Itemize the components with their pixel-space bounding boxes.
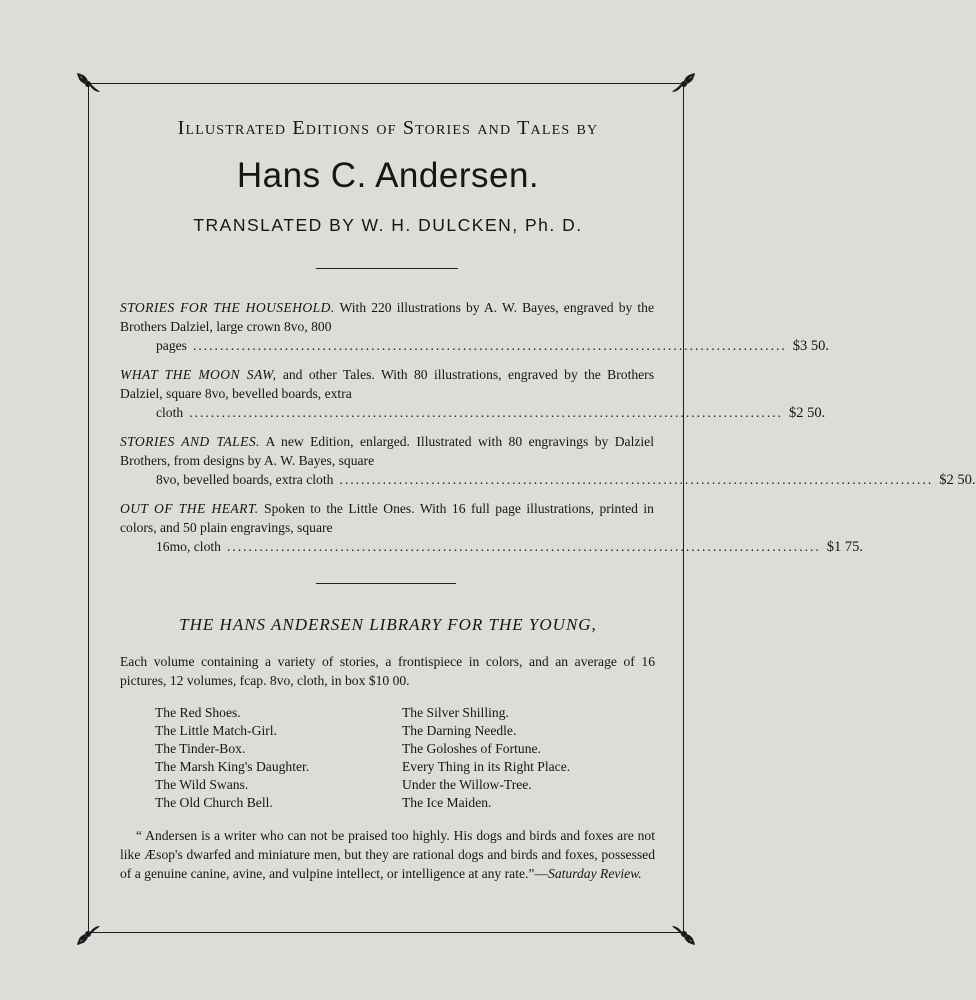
book-entry: [120, 298, 830, 356]
book-price: $2 50.: [789, 405, 826, 421]
list-item: The Red Shoes.: [155, 705, 241, 720]
book-description-end: pages: [156, 338, 187, 353]
list-item: The Silver Shilling.: [402, 705, 509, 720]
book-description-end: cloth: [156, 405, 184, 420]
book-description: With 220 illustrations by A. W. Bayes, engraved by the Brothers Dalziel, large crown 8vo, 800: [120, 300, 654, 334]
list-item: The Darning Needle.: [402, 723, 517, 738]
review-quote: [120, 826, 655, 883]
dot-leader: ..............................................................................................................: [189, 405, 784, 420]
list-item: The Wild Swans.: [155, 777, 249, 792]
library-description: Each volume containing a variety of stories, a frontispiece in colors, and an average of 16 pictures, 12 volumes, fcap. 8vo, cloth, in box $10 00.: [120, 654, 655, 688]
list-item: Under the Willow-Tree.: [402, 777, 532, 792]
list-item: The Old Church Bell.: [155, 795, 273, 810]
book-list-right: [402, 704, 570, 812]
library-title: THE HANS ANDERSEN LIBRARY FOR THE YOUNG,: [179, 615, 597, 634]
dot-leader: ..............................................................................................................: [339, 472, 934, 487]
book-entry: [120, 365, 826, 423]
list-item: The Marsh King's Daughter.: [155, 759, 310, 774]
book-description: Spoken to the Little Ones. With 16 full page illustrations, printed in colors, and 50 plain engravings, square: [120, 501, 654, 535]
book-entry: [120, 432, 976, 490]
book-description: and other Tales. With 80 illustrations, engraved by the Brothers Dalziel, square 8vo, bevelled boards, extra: [120, 367, 654, 401]
fleur-de-lis-icon: [74, 70, 102, 98]
list-item: The Tinder-Box.: [155, 741, 246, 756]
book-title: WHAT THE MOON SAW,: [120, 367, 277, 382]
fleur-de-lis-icon: [670, 920, 698, 948]
header-line-1: Illustrated Editions of Stories and Tales by: [177, 117, 599, 139]
book-title: STORIES AND TALES.: [120, 434, 260, 449]
book-description: A new Edition, enlarged. Illustrated with 80 engravings by Dalziel Brothers, from designs by A. W. Bayes, square: [120, 434, 654, 468]
divider: [316, 268, 458, 269]
book-title: OUT OF THE HEART.: [120, 501, 259, 516]
list-item: The Little Match-Girl.: [155, 723, 277, 738]
list-item: The Ice Maiden.: [402, 795, 492, 810]
quote-source: Saturday Review.: [548, 866, 642, 881]
list-item: Every Thing in its Right Place.: [402, 759, 571, 774]
translator-line: TRANSLATED BY W. H. DULCKEN, Ph. D.: [193, 215, 583, 235]
book-price: $1 75.: [826, 539, 864, 555]
book-list-left: [155, 704, 309, 812]
list-item: The Goloshes of Fortune.: [402, 741, 541, 756]
fleur-de-lis-icon: [670, 70, 698, 98]
book-entry: [120, 499, 864, 557]
dot-leader: ..............................................................................................................: [226, 539, 821, 554]
book-description-end: 8vo, bevelled boards, extra cloth: [156, 472, 334, 487]
book-price: $2 50.: [939, 472, 976, 488]
fleur-de-lis-icon: [74, 920, 102, 948]
dot-leader: ..............................................................................................................: [192, 338, 787, 353]
book-price: $3 50.: [792, 338, 830, 354]
author-name: Hans C. Andersen.: [236, 156, 540, 195]
book-description-end: 16mo, cloth: [156, 539, 221, 554]
book-title: STORIES FOR THE HOUSEHOLD.: [120, 300, 335, 315]
book-entries: [120, 298, 976, 566]
divider: [316, 583, 456, 584]
quote-text: “ Andersen is a writer who can not be praised too highly. His dogs and birds and foxes are not like Æsop's dwarfed and miniature men, but they are rational dogs and birds and foxes, possessed of a genuine canine, avine, and vulpine intellect, or intelligence at any rate.”—: [120, 828, 655, 881]
